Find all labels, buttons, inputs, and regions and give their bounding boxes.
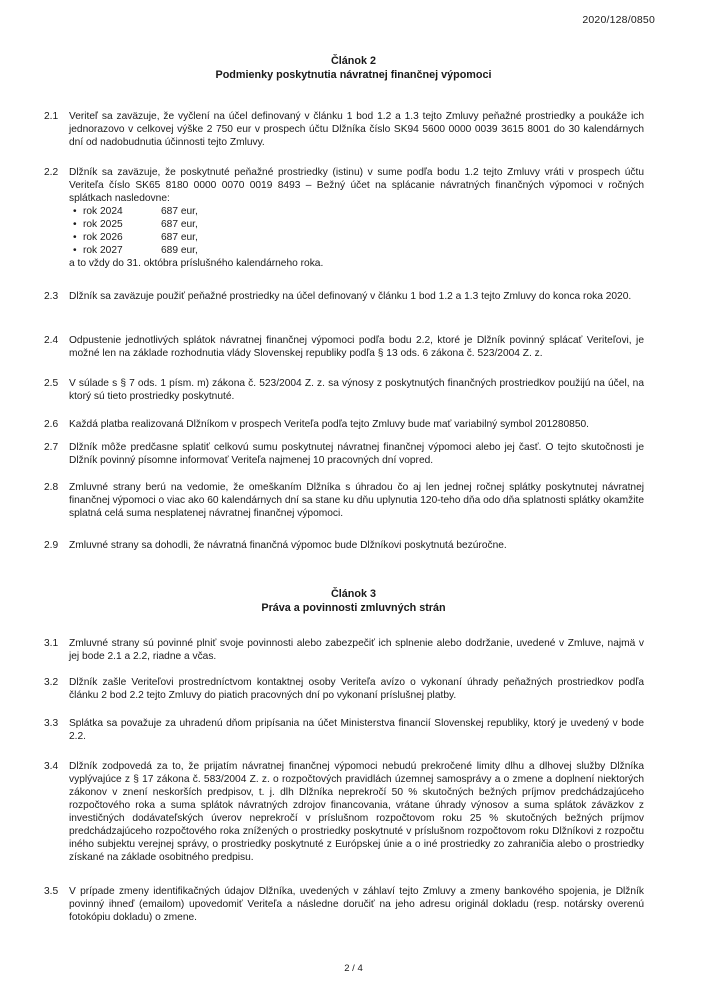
clause-text: Dlžník zodpovedá za to, že prijatím návratnej finančnej výpomoci nebudú prekročené limity dlhu a dlhovej služby Dlžníka vyplývajúce z § 17 zákona č. 583/2004 Z. z. o rozpočtových pravidlách územnej samosprávy a o zmene a doplnení niektorých zákonov v znení neskorších predpisov, t. j. dlh Dlžníka neprekročí 50 % skutočných bežných príjmov predchádzajúceho rozpočtového roka a suma splátok návratných zdrojov financovania, vrátane úhrady výnosov a suma splátok záväzkov z investičných dodávateľských úverov neprekročí v príslušnom rozpočtovom roku 25 % skutočných bežných príjmov predchádzajúceho rozpočtového roka znížených o prostriedky poskytnuté v príslušnom rozpočtovom roku Dlžníkovi z rozpočtu iného subjektu verejnej správy, o prostriedky poskytnuté z Európskej únie a o iné prostriedky zo zahraničia alebo o prostriedky získané na základe osobitného predpisu.: [69, 761, 644, 863]
clause-number: 3.3: [44, 718, 59, 729]
clause-3-5: [44, 885, 644, 924]
bullet: •: [73, 219, 77, 230]
document-number: 2020/128/0850: [582, 14, 655, 26]
payment-year: rok 2025: [83, 219, 123, 230]
payment-year: rok 2027: [83, 245, 123, 256]
clause-text: Každá platba realizovaná Dlžníkom v prospech Veriteľa podľa tejto Zmluvy bude mať variabilný symbol 201280850.: [69, 419, 589, 430]
payment-year: rok 2024: [83, 206, 123, 217]
clause-3-3: [44, 717, 644, 743]
clause-number: 2.3: [44, 291, 59, 302]
payment-amount: 687 eur,: [161, 232, 198, 243]
clause-number: 2.2: [44, 167, 59, 178]
clause-closing-text: a to vždy do 31. októbra príslušného kalendárneho roka.: [69, 258, 324, 269]
article-2-label: Článok 2: [330, 55, 376, 67]
bullet: •: [73, 206, 77, 217]
clause-text: Dlžník zašle Veriteľovi prostredníctvom kontaktnej osoby Veriteľa avízo o vykonaní úhrady peňažných prostriedkov podľa článku 2 bod 2.2 tejto Zmluvy do piatich pracovných dní po vykonaní príslušnej platby.: [69, 677, 644, 701]
payment-amount: 689 eur,: [161, 245, 198, 256]
payment-year: rok 2026: [83, 232, 123, 243]
clause-text: Dlžník môže predčasne splatiť celkovú sumu poskytnutej návratnej finančnej výpomoci alebo jej časť. O tejto skutočnosti je Dlžník povinný písomne informovať Veriteľa najmenej 10 pracovných dní vopred.: [69, 442, 644, 466]
clause-2-5: [44, 377, 644, 403]
clause-text: V prípade zmeny identifikačných údajov Dlžníka, uvedených v záhlaví tejto Zmluvy a zmeny bankového spojenia, je Dlžník povinný ihneď (emailom) upovedomiť Veriteľa a následne doručiť na jeho adresu originál dokladu (resp. notársky overenú fotokópiu dokladu) o zmene.: [69, 886, 644, 923]
clause-text: Veriteľ sa zaväzuje, že vyčlení na účel definovaný v článku 1 bod 1.2 a 1.3 tejto Zmluvy peňažné prostriedky a poukáže ich jednorazovo v celkovej výške 2 750 eur v prospech účtu Dlžníka číslo SK94 5600 0000 0039 3615 8001 do 30 kalendárnych dní od nadobudnutia účinnosti tejto Zmluvy.: [69, 111, 644, 148]
payment-item: [69, 205, 644, 218]
clause-text: V súlade s § 7 ods. 1 písm. m) zákona č. 523/2004 Z. z. sa výnosy z poskytnutých finančných prostriedkov použijú na účel, na ktorý sú tieto prostriedky poskytnuté.: [69, 378, 644, 402]
payment-amount: 687 eur,: [161, 206, 198, 217]
clause-number: 3.1: [44, 638, 59, 649]
payment-item: [69, 244, 644, 257]
clause-number: 2.4: [44, 335, 59, 346]
bullet: •: [73, 245, 77, 256]
payment-amount: 687 eur,: [161, 219, 198, 230]
bullet: •: [73, 232, 77, 243]
clause-2-7: [44, 441, 644, 467]
payment-schedule: [69, 205, 644, 257]
clause-number: 2.5: [44, 378, 59, 389]
article-2-title: Podmienky poskytnutia návratnej finančnej výpomoci: [215, 69, 492, 81]
clause-number: 3.5: [44, 886, 59, 897]
clause-2-8: [44, 481, 644, 520]
clause-text: Zmluvné strany berú na vedomie, že omeškaním Dlžníka s úhradou čo aj len jednej ročnej splátky poskytnutej návratnej finančnej výpomoci o viac ako 60 kalendárnych dní sa stane ku dňu uplynutia 120-teho dňa odo dňa splatnosti splátky okamžite splatná celá suma nesplatenej návratnej finančnej výpomoci.: [69, 482, 644, 519]
clause-3-4: [44, 760, 644, 864]
clause-text: Odpustenie jednotlivých splátok návratnej finančnej výpomoci podľa bodu 2.2, ktoré je Dlžník povinný splácať Veriteľovi, je možné len na základe rozhodnutia vlády Slovenskej republiky podľa § 13 ods. 6 zákona č. 523/2004 Z. z.: [69, 335, 644, 359]
clause-2-3: [44, 290, 644, 303]
clause-2-6: [44, 418, 644, 431]
clause-text: Dlžník sa zaväzuje použiť peňažné prostriedky na účel definovaný v článku 1 bod 1.2 a 1.3 tejto Zmluvy do konca roka 2020.: [69, 291, 632, 302]
clause-number: 2.9: [44, 540, 59, 551]
clause-number: 3.4: [44, 761, 59, 772]
clause-text: Zmluvné strany sú povinné plniť svoje povinnosti alebo zabezpečiť ich splnenie alebo dodržanie, uvedené v Zmluve, najmä v jej bode 2.1 a 2.2, riadne a včas.: [69, 638, 644, 662]
payment-item: [69, 231, 644, 244]
clause-number: 2.7: [44, 442, 59, 453]
clause-2-9: [44, 539, 644, 552]
clause-2-1: [44, 110, 644, 149]
clause-number: 3.2: [44, 677, 59, 688]
clause-text: Dlžník sa zaväzuje, že poskytnuté peňažné prostriedky (istinu) v sume podľa bodu 1.2 tejto Zmluvy vráti v prospech účtu Veriteľa číslo SK65 8180 0000 0070 0019 8493 – Bežný účet na splácanie návratných finančných výpomoci v ročných splátkach nasledovne:: [69, 167, 644, 204]
clause-2-2: [44, 166, 644, 270]
clause-3-1: [44, 637, 644, 663]
clause-number: 2.8: [44, 482, 59, 493]
article-3-label: Článok 3: [330, 588, 376, 600]
clause-text: Splátka sa považuje za uhradenú dňom pripísania na účet Ministerstva financií Slovenskej republiky, ktorý je uvedený v bode 2.2.: [69, 718, 644, 742]
clause-text: Zmluvné strany sa dohodli, že návratná finančná výpomoc bude Dlžníkovi poskytnutá bezúročne.: [69, 540, 507, 551]
clause-number: 2.1: [44, 111, 59, 122]
article-3-title: Práva a povinnosti zmluvných strán: [261, 602, 446, 614]
page-number: 2 / 4: [344, 963, 363, 974]
clause-3-2: [44, 676, 644, 702]
payment-item: [69, 218, 644, 231]
clause-2-4: [44, 334, 644, 360]
clause-number: 2.6: [44, 419, 59, 430]
